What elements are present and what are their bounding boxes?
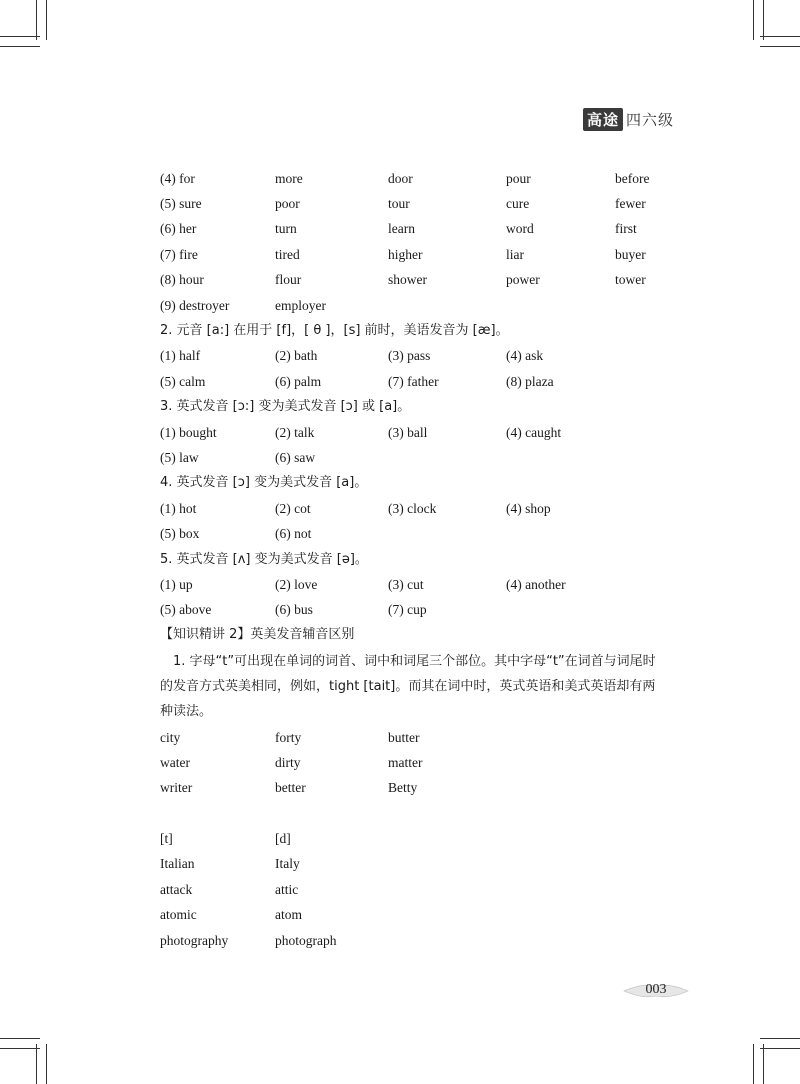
word-cell: water <box>160 755 190 770</box>
word-cell: (2) bath <box>275 348 318 363</box>
word-cell: word <box>506 221 534 236</box>
word-cell: (3) ball <box>388 425 428 440</box>
page-number-badge <box>622 980 690 1002</box>
word-cell: tour <box>388 196 410 211</box>
knowledge-title: 【知识精讲 2】英美发音辅音区别 <box>160 627 355 642</box>
word-cell: atom <box>275 907 302 922</box>
word-cell: (6) her <box>160 221 197 236</box>
word-cell: city <box>160 730 181 745</box>
word-cell: (8) plaza <box>506 374 554 389</box>
page-number: 003 <box>645 982 667 997</box>
word-cell: (5) box <box>160 526 200 541</box>
word-cell: turn <box>275 221 297 236</box>
word-cell: power <box>506 272 540 287</box>
word-cell: (7) cup <box>388 602 427 617</box>
word-cell: liar <box>506 247 524 262</box>
word-cell: (3) cut <box>388 577 424 592</box>
word-cell: writer <box>160 780 193 795</box>
word-cell: (9) destroyer <box>160 298 230 313</box>
word-cell: (4) ask <box>506 348 544 363</box>
word-cell: better <box>275 780 306 795</box>
word-cell: (6) palm <box>275 374 322 389</box>
word-cell: attack <box>160 882 193 897</box>
section-3-heading: 3. 英式发音 [ɔ:] 变为美式发音 [ɔ] 或 [a]。 <box>160 399 411 414</box>
word-cell: butter <box>388 730 420 745</box>
word-cell: door <box>388 171 413 186</box>
word-cell: (2) cot <box>275 501 311 516</box>
word-cell: (3) pass <box>388 348 431 363</box>
word-cell: learn <box>388 221 415 236</box>
word-cell: cure <box>506 196 530 211</box>
word-cell: (5) law <box>160 450 199 465</box>
section-2-heading: 2. 元音 [a:] 在用于 [f]，[ θ ]，[s] 前时，美语发音为 [æ]。 <box>160 323 509 338</box>
word-cell: (1) up <box>160 577 193 592</box>
logo-mark: 高途 <box>583 108 623 131</box>
word-cell: (4) caught <box>506 425 562 440</box>
word-cell: employer <box>275 298 326 313</box>
word-cell: forty <box>275 730 302 745</box>
word-cell: more <box>275 171 303 186</box>
word-cell: tower <box>615 272 646 287</box>
word-cell: flour <box>275 272 302 287</box>
word-cell: (2) talk <box>275 425 315 440</box>
word-cell: before <box>615 171 650 186</box>
word-cell: Italian <box>160 856 195 871</box>
t-header: [t] <box>160 831 173 846</box>
word-cell: shower <box>388 272 427 287</box>
word-cell: higher <box>388 247 423 262</box>
word-cell: (4) for <box>160 171 195 186</box>
word-cell: Italy <box>275 856 300 871</box>
word-cell: (2) love <box>275 577 318 592</box>
word-cell: (3) clock <box>388 501 437 516</box>
word-cell: photography <box>160 933 229 948</box>
logo-text: 四六级 <box>626 110 675 129</box>
word-cell: (6) not <box>275 526 312 541</box>
word-cell: attic <box>275 882 299 897</box>
word-cell: fewer <box>615 196 646 211</box>
word-cell: (8) hour <box>160 272 204 287</box>
word-cell: tired <box>275 247 300 262</box>
word-cell: pour <box>506 171 531 186</box>
word-cell: (6) bus <box>275 602 313 617</box>
section-4-heading: 4. 英式发音 [ɔ] 变为美式发音 [a]。 <box>160 475 368 490</box>
word-cell: matter <box>388 755 423 770</box>
word-cell: (1) half <box>160 348 201 363</box>
word-cell: first <box>615 221 637 236</box>
word-cell: (5) calm <box>160 374 206 389</box>
word-cell: (7) father <box>388 374 439 389</box>
word-cell: (4) shop <box>506 501 551 516</box>
knowledge-paragraph: 1. 字母“t”可出现在单词的词首、词中和词尾三个部位。其中字母“t”在词首与词尾时的发音方式英美相同，例如，tight [tait]。而其在词中时，英式英语和美式英语却有两种读法。 <box>160 654 656 719</box>
word-cell: (6) saw <box>275 450 316 465</box>
word-cell: buyer <box>615 247 646 262</box>
word-cell: (5) above <box>160 602 212 617</box>
word-cell: (1) bought <box>160 425 217 440</box>
word-cell: photograph <box>275 933 337 948</box>
word-cell: poor <box>275 196 300 211</box>
word-cell: (7) fire <box>160 247 198 262</box>
word-cell: dirty <box>275 755 301 770</box>
header-logo <box>583 108 674 130</box>
word-cell: (4) another <box>506 577 566 592</box>
section-5-heading: 5. 英式发音 [ʌ] 变为美式发音 [ə]。 <box>160 552 368 567</box>
d-header: [d] <box>275 831 291 846</box>
word-cell: (1) hot <box>160 501 197 516</box>
word-cell: (5) sure <box>160 196 202 211</box>
word-cell: Betty <box>388 780 418 795</box>
word-cell: atomic <box>160 907 197 922</box>
